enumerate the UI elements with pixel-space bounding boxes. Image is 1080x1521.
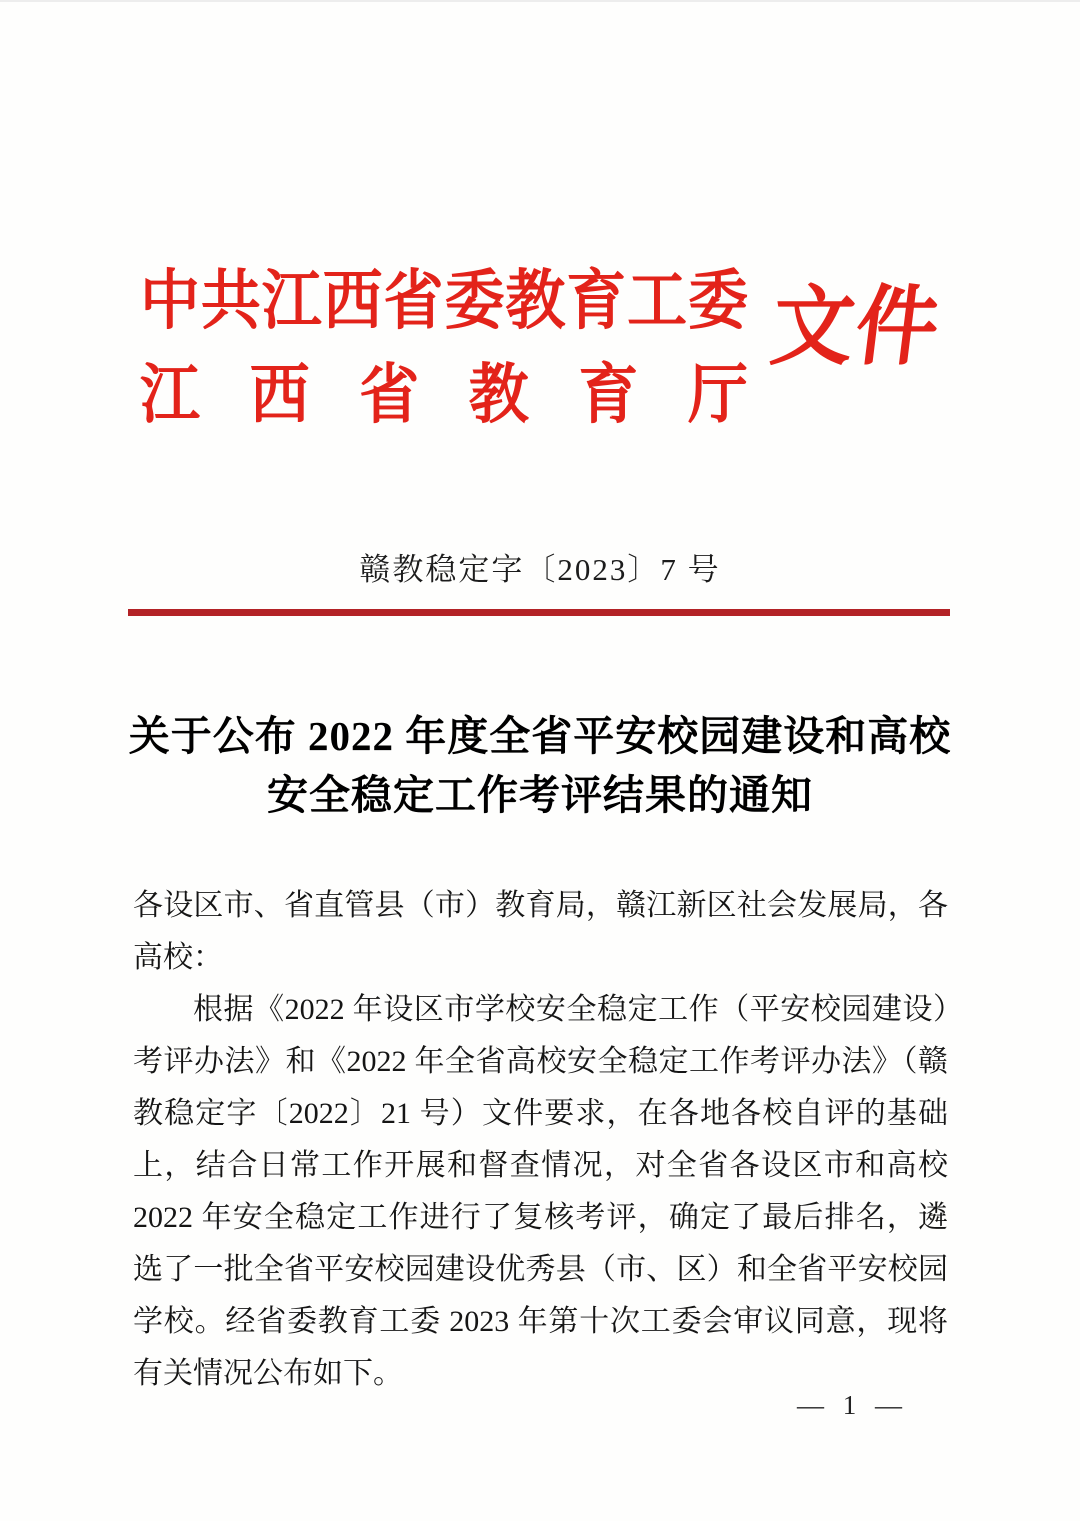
document-body bbox=[133, 880, 948, 1400]
page-number: — 1 — bbox=[797, 1390, 908, 1420]
document-reference-number: 赣教稳定字〔2023〕7 号 bbox=[359, 552, 721, 587]
salutation-line: 各设区市、省直管县（市）教育局，赣江新区社会发展局，各高校： bbox=[133, 889, 948, 974]
issuing-organizations bbox=[140, 264, 748, 432]
document-type-label: 文件 bbox=[766, 279, 947, 376]
document-title-line1: 关于公布 2022 年度全省平安校园建设和高校 bbox=[128, 713, 952, 759]
red-divider-line bbox=[128, 609, 950, 616]
body-paragraph: 根据《2022 年设区市学校安全稳定工作（平安校园建设）考评办法》和《2022 年全省高校安全稳定工作考评办法》（赣教稳定字〔2022〕21 号）文件要求，在各地各校自评的基础上，结合日常工作开展和督查情况，对全省各设区市和高校 2022 年安全稳定工作进行了复核考评，确定了最后排名，遴选了一批全省平安校园建设优秀县（市、区）和全省平安校园学校。经省委教育工委 2023 年第十次工委会审议同意，现将有关情况公布如下。 bbox=[133, 993, 948, 1390]
document-title bbox=[65, 707, 1015, 825]
org-name-line1: 中共江西省委教育工委 bbox=[140, 265, 748, 337]
org-name-line2: 江西省教育厅 bbox=[140, 359, 748, 431]
document-title-line2: 安全稳定工作考评结果的通知 bbox=[267, 772, 813, 818]
